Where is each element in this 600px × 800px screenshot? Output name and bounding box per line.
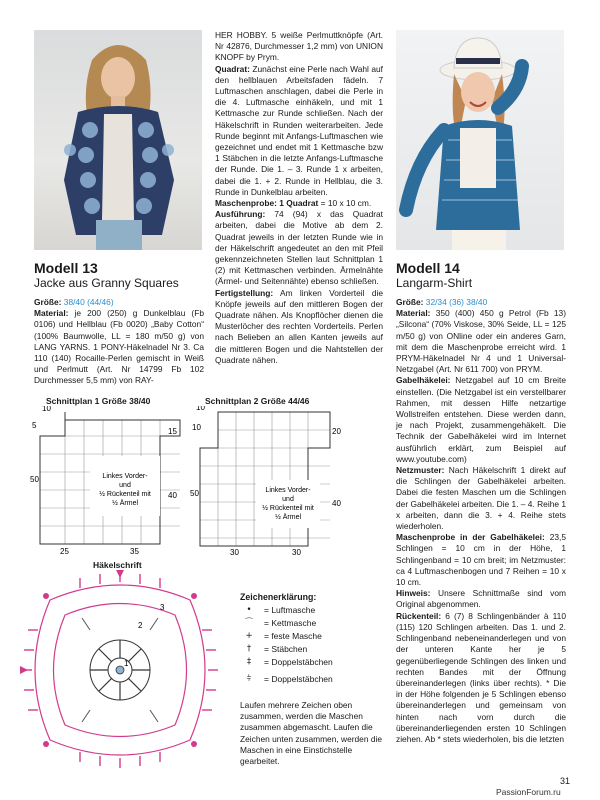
legend bbox=[240, 592, 390, 767]
photo-model-13 bbox=[34, 30, 202, 250]
legend-item-doppelstaebchen bbox=[240, 656, 390, 669]
ausfuehrung-label: Ausführung: bbox=[215, 209, 266, 220]
crochet-motif bbox=[20, 570, 218, 768]
model-13-sizes: 38/40 (44/46) bbox=[63, 297, 114, 307]
fertigstellung-label: Fertigstellung: bbox=[215, 287, 274, 298]
hinweis-label: Hinweis: bbox=[396, 588, 431, 599]
schnittplan-2-diagram bbox=[190, 406, 355, 556]
netz-label: Netzmuster: bbox=[396, 465, 445, 476]
treble-crochet-icon: ‡ bbox=[246, 657, 252, 667]
s1-inner-l1: Linkes Vorder- bbox=[102, 473, 148, 480]
gabel-text: Netzgabel auf 10 cm Breite einstellen. (Die Netzgabel ist ein verstellbarer Rahmen, mit dessen Hilfe netzartige Wollstreifen entstehen. Diese werden dann, je nach Projekt, zusammengehäkelt. Die Technik der Gabelhäkelei wird im Internet ausführlich erklärt, zum Beispiel auf www.youtube.com) bbox=[396, 375, 566, 464]
legend-text-luftmasche: = Luftmasche bbox=[264, 605, 316, 615]
m14-size-label: Größe: bbox=[396, 297, 424, 307]
legend-text-kettmasche: = Kettmasche bbox=[264, 618, 317, 628]
material-label: Material: bbox=[34, 308, 69, 319]
photo-model-14 bbox=[396, 30, 564, 250]
round-label-2: 2 bbox=[138, 621, 143, 630]
probe-label: Maschenprobe: 1 Quadrat bbox=[215, 198, 319, 209]
legend-item-kettmasche bbox=[240, 617, 390, 630]
model-13-text-col1 bbox=[34, 297, 204, 387]
s2-label-10b: 10 bbox=[192, 423, 201, 432]
slip-stitch-icon: ⌒ bbox=[244, 618, 254, 628]
s1-inner-l4: ½ Ärmel bbox=[111, 500, 139, 507]
s2-inner-l3: ½ Rückenteil mit bbox=[262, 505, 314, 512]
s2-label-10a: 10 bbox=[196, 406, 205, 412]
s2-inner-l4: ½ Ärmel bbox=[274, 514, 302, 521]
model-13-number: Modell 13 bbox=[34, 260, 98, 276]
schnittplan-1-diagram bbox=[30, 406, 195, 556]
s1-inner-l2: und bbox=[119, 482, 131, 489]
m14-material-label: Material: bbox=[396, 308, 431, 319]
legend-title: Zeichenerklärung: bbox=[240, 592, 317, 602]
s2-label-20: 20 bbox=[332, 427, 341, 436]
legend-item-doppelstaebchen-cluster bbox=[240, 673, 390, 686]
gabel-label: Gabelhäkelei: bbox=[396, 375, 451, 386]
haekelschrift-diagram bbox=[20, 570, 220, 770]
model-14-material: 350 (400) 450 g Petrol (Fb 13) „Silcona“ (70% Viskose, 30% Seide, LL = 125 m/50 g) von ONline oder ein anderes Garn, mit dem die Maschenprobe erreicht wird. 1 PRYM-Häkelnadel Nr 4 und 1 Universal-Netzgabel (Art. Nr 611 700) von PRYM. bbox=[396, 308, 566, 375]
model-13-title: Jacke aus Granny Squares bbox=[34, 276, 179, 290]
hinweis-text: Unsere Schnittmaße sind vom Original abgenommen. bbox=[396, 588, 566, 610]
material-continued: HER HOBBY. 5 weiße Perlmuttknöpfe (Art. Nr 42876, Durchmesser 1,2 mm) von UNION KNOPF by Prym. bbox=[215, 30, 383, 63]
quadrat-label: Quadrat: bbox=[215, 63, 250, 74]
size-label: Größe: bbox=[34, 297, 62, 307]
s1-label-15: 15 bbox=[168, 427, 177, 436]
legend-text-doppelstaebchen-cluster: = Doppelstäbchen bbox=[264, 674, 333, 684]
single-crochet-icon: + bbox=[245, 631, 253, 641]
model-13-text-col2 bbox=[215, 30, 383, 366]
legend-text-staebchen: = Stäbchen bbox=[264, 644, 308, 654]
netz-text: Nach Häkelschrift 1 direkt auf die Schlingen der Gabelhäkelei arbeiten. Dabei die festen Maschen um die Schlingen der Gabelhäkelei arbeiten. Die 1. – 4. Reihe 1 x arbeiten, dann die 3. + 4. Reihe stets wiederholen. bbox=[396, 465, 567, 532]
ausfuehrung-text: 74 (94) x das Quadrat arbeiten, dabei die Motive ab dem 2. Quadrat jeweils in der letzten Runde wie in der Häkelschrift angedeutet an den mit Pfeil gekennzeichneten Stellen laut Schnittplan 1 (2) mit Kettmaschen verbinden. Ärmelnähte (Ärmel- und Seitennähte) ebenso schließen. bbox=[215, 209, 384, 287]
ruecken-text: 6 (7) 8 Schlingenbänder à 110 (115) 120 Schlingen arbeiten. Das 1. und 2. Schlingenband nebeneinanderlegen und von der unteren Kante her je 5 gegenüberliegende Schlingen des linken und rechten Bandes mit der Öffnung übereinanderlegen (links über rechts). * Die in der Höhe folgenden je 5 Schlingen ebenso übereinanderlegen und gemeinsam von hinten nach vorn durch die übereinanderliegenden ersten 10 Schlingen ziehen. Ab * stets wiederholen, bis die letzten bbox=[396, 610, 567, 744]
legend-item-feste-masche bbox=[240, 630, 390, 643]
s1-inner-l3: ½ Rückenteil mit bbox=[99, 491, 151, 498]
s1-label-10: 10 bbox=[42, 406, 51, 413]
page-number: 31 bbox=[560, 776, 571, 786]
schnittplan-2-title: Schnittplan 2 Größe 44/46 bbox=[205, 396, 310, 406]
s2-label-50: 50 bbox=[190, 489, 199, 498]
s2-label-40: 40 bbox=[332, 499, 341, 508]
model-14-sizes: 32/34 (36) 38/40 bbox=[425, 297, 488, 307]
quadrat-text: Zunächst eine Perle nach Wahl auf den hellblauen Arbeitsfaden fädeln. 7 Luftmaschen anschlagen, dabei die Perle in die 4. Luftmasche einhäkeln, und mit 1 Kettmasche zur Runde schließen. Nach der Häkelschrift in Runden weiterarbeiten. Jede Runde beginnt mit Anfangs-Luftmaschen wie gezeichnet und endet mit 1 Kettmasche bzw 1 Stäbchen in die letzte Anfangs-Luftmasche der Runde. Die 1. – 3. Runde 1 x arbeiten, dabei die 1. + 2. Runde in Hellblau, die 3. Runde in Dunkelblau arbeiten. bbox=[215, 63, 383, 197]
s1-label-25: 25 bbox=[60, 547, 69, 556]
haekelschrift-title: Häkelschrift bbox=[93, 560, 142, 570]
model-13-material: je 200 (250) g Dunkelblau (Fb 0106) und Hellblau (Fb 0020) „Baby Cotton“ (100% Baumwolle, LL = 180 m/50 g) von LANG YARNS. 1 PONY-Häkelnadel Nr 3. Ca 110 (140) Rocaille-Perlen gemischt in Weiß und Perlmutt (Art. Nr 14799 Fb 102 Durchmesser 5,5 mm) von RAY- bbox=[34, 308, 204, 386]
round-label-3: 3 bbox=[160, 603, 165, 612]
schnittplan-1-title: Schnittplan 1 Größe 38/40 bbox=[46, 396, 151, 406]
model-14-number: Modell 14 bbox=[396, 260, 460, 276]
s2-label-30b: 30 bbox=[292, 548, 301, 556]
s2-inner-l2: und bbox=[282, 496, 294, 503]
s2-inner-l1: Linkes Vorder- bbox=[265, 487, 311, 494]
probe-text: = 10 x 10 cm. bbox=[320, 198, 372, 209]
treble-cluster-icon: ⫩ bbox=[246, 674, 252, 684]
watermark: PassionForum.ru bbox=[496, 787, 561, 797]
legend-text-feste-masche: = feste Masche bbox=[264, 631, 322, 641]
s1-label-40: 40 bbox=[168, 491, 177, 500]
s2-label-30a: 30 bbox=[230, 548, 239, 556]
ruecken-label: Rückenteil: bbox=[396, 610, 442, 621]
double-crochet-icon: † bbox=[246, 644, 252, 654]
legend-text-doppelstaebchen: = Doppelstäbchen bbox=[264, 657, 333, 667]
legend-item-luftmasche bbox=[240, 604, 390, 617]
model-14-text bbox=[396, 297, 566, 745]
fertigstellung-text: Am linken Vorderteil die Knöpfe jeweils auf den mittleren Bogen der Quadrate nähen. Als Knopflöcher dienen die Musterlöcher des rechten Vorderteils. Perlen nach Belieben an allen Kanten jeweils auf die mittleren Bogen und die Nahtstellen der Quadrate nähen. bbox=[215, 287, 383, 365]
chain-stitch-icon: • bbox=[246, 605, 252, 615]
legend-item-staebchen bbox=[240, 643, 390, 656]
mp-label: Maschenprobe in der Gabelhäkelei: bbox=[396, 532, 545, 543]
mp-text: 23,5 Schlingen = 10 cm in der Höhe, 1 Schlingenband = 10 cm breit; im Netzmuster: ca 4 Luftmaschenbogen und 7 Reihen = 10 x 10 cm. bbox=[396, 532, 567, 588]
s1-label-50: 50 bbox=[30, 475, 39, 484]
round-label-1: 1 bbox=[124, 659, 129, 668]
s1-label-5: 5 bbox=[32, 421, 37, 430]
s1-label-35: 35 bbox=[130, 547, 139, 556]
legend-note: Laufen mehrere Zeichen oben zusammen, werden die Maschen zusammen abgemascht. Laufen die Zeichen unten zusammen, werden die Maschen in eine Einstichstelle gearbeitet. bbox=[240, 700, 382, 767]
model-14-title: Langarm-Shirt bbox=[396, 276, 473, 290]
